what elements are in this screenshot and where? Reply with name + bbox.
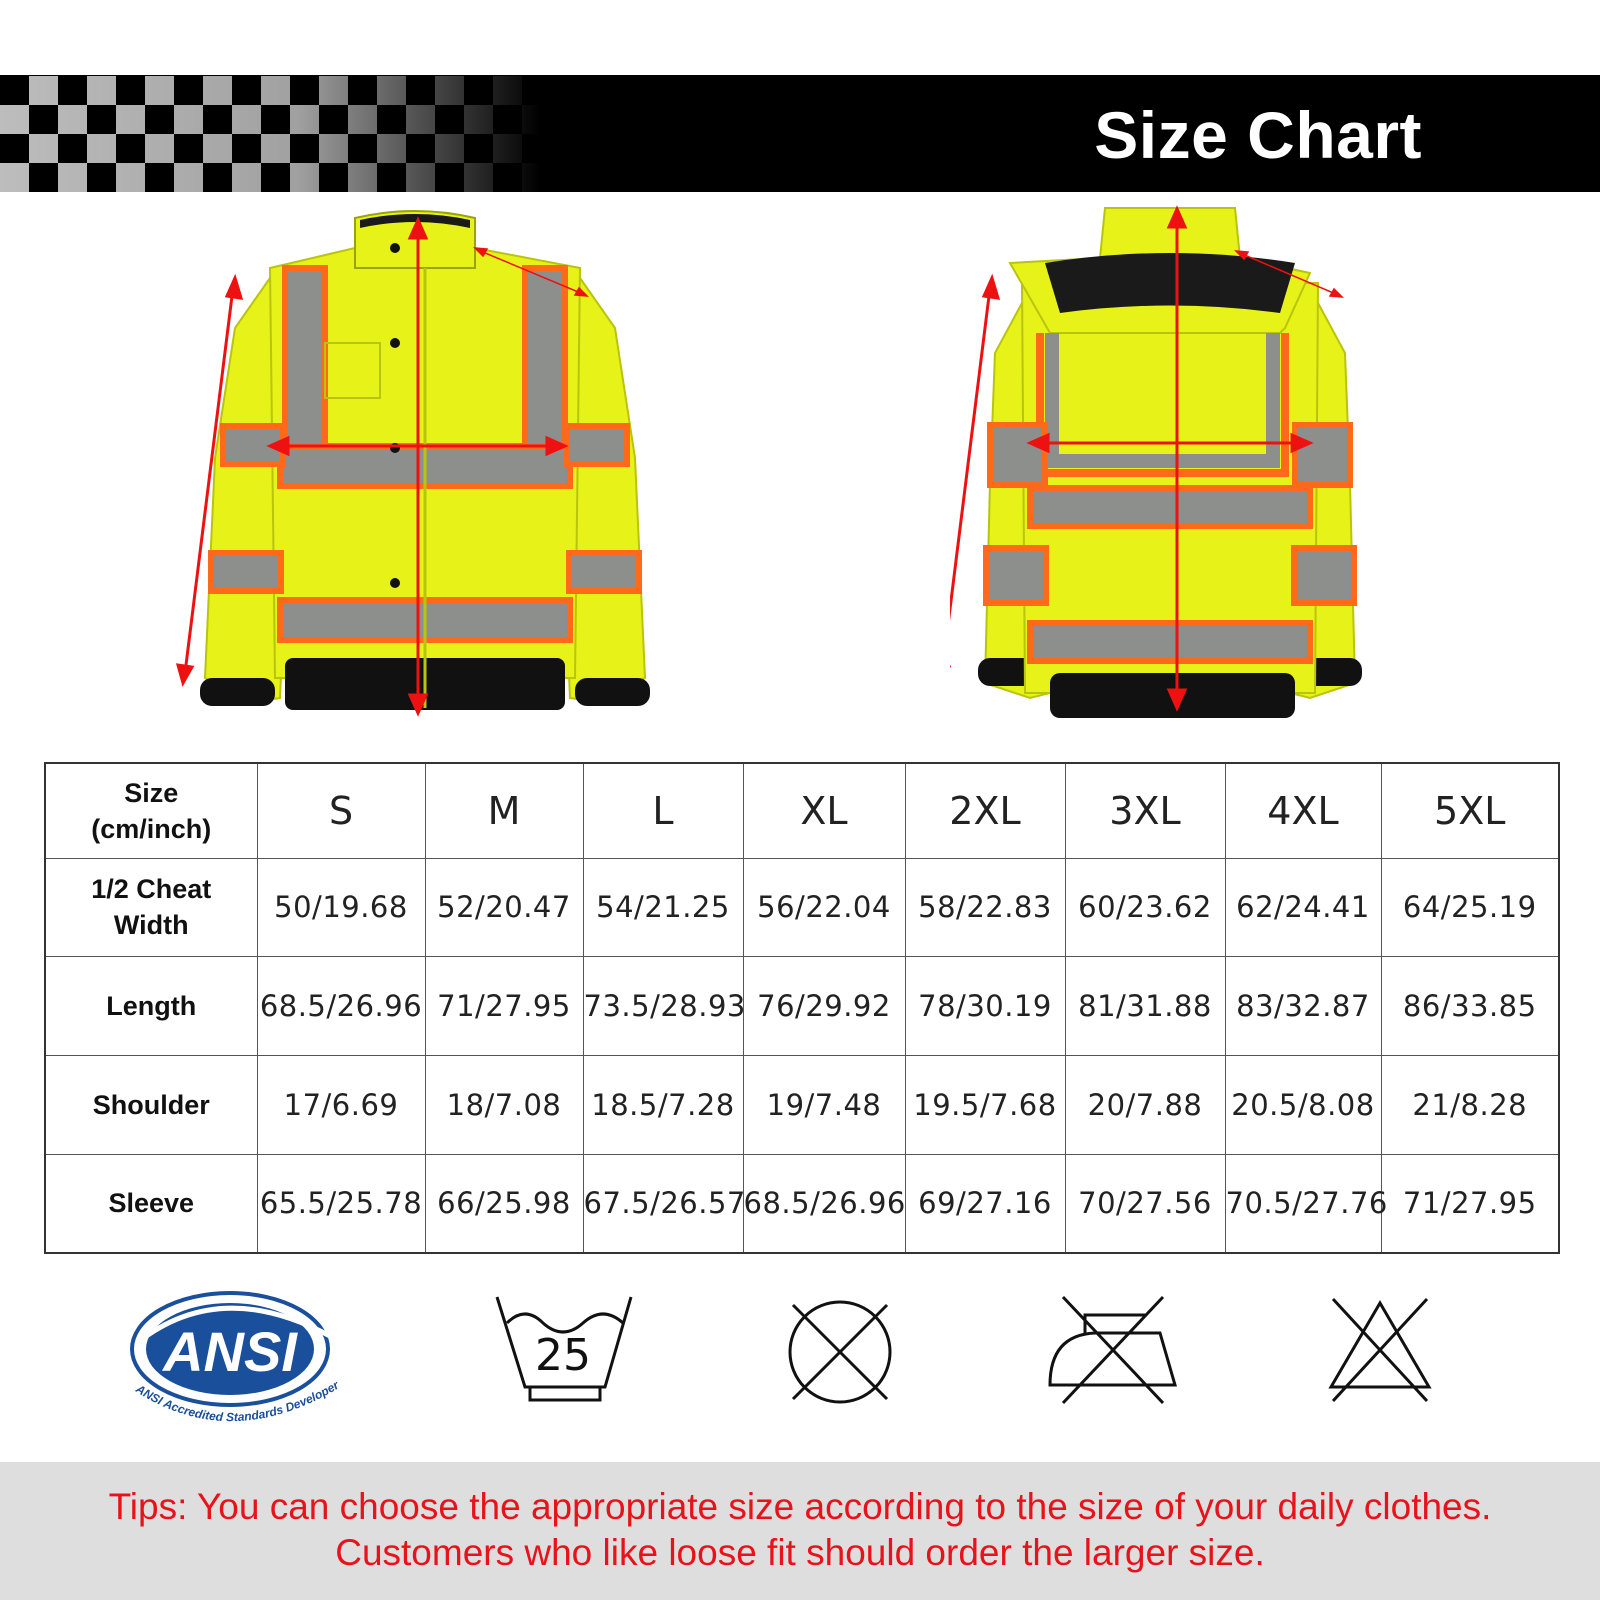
row-label-length: Length [45, 956, 257, 1055]
row-label-half-chest-width [45, 858, 257, 956]
table-cell: 68.5/26.96 [743, 1154, 905, 1253]
table-row [45, 858, 1559, 956]
table-cell: 20/7.88 [1065, 1055, 1225, 1154]
table-cell: 18.5/7.28 [583, 1055, 743, 1154]
corner-label-line1: Size [124, 777, 179, 808]
table-cell: 71/27.95 [1381, 1154, 1559, 1253]
do-not-iron-icon [1045, 1295, 1185, 1405]
page-title: Size Chart [1094, 98, 1422, 172]
table-cell: 76/29.92 [743, 956, 905, 1055]
table-cell: 19.5/7.68 [905, 1055, 1065, 1154]
table-cell: 20.5/8.08 [1225, 1055, 1381, 1154]
size-header-3xl: 3XL [1065, 763, 1225, 858]
table-cell: 17/6.69 [257, 1055, 425, 1154]
table-cell: 71/27.95 [425, 956, 583, 1055]
row-label-line1: 1/2 Cheat [91, 874, 212, 904]
table-header-row [45, 763, 1559, 858]
do-not-bleach-icon [1325, 1295, 1435, 1405]
corner-header-cell [45, 763, 257, 858]
tips-banner [0, 1462, 1600, 1600]
size-header-2xl: 2XL [905, 763, 1065, 858]
table-cell: 60/23.62 [1065, 858, 1225, 956]
table-cell: 62/24.41 [1225, 858, 1381, 956]
size-header-5xl: 5XL [1381, 763, 1559, 858]
table-row [45, 1154, 1559, 1253]
do-not-tumble-dry-icon [785, 1297, 895, 1407]
table-cell: 86/33.85 [1381, 956, 1559, 1055]
table-cell: 70.5/27.76 [1225, 1154, 1381, 1253]
table-cell: 83/32.87 [1225, 956, 1381, 1055]
tips-line1: Tips: You can choose the appropriate size according to the size of your daily clothes. [108, 1486, 1492, 1527]
table-cell: 52/20.47 [425, 858, 583, 956]
table-cell: 65.5/25.78 [257, 1154, 425, 1253]
table-cell: 21/8.28 [1381, 1055, 1559, 1154]
table-cell: 19/7.48 [743, 1055, 905, 1154]
jacket-back-illustration [950, 203, 1390, 733]
wash-temp-label: 25 [535, 1330, 591, 1381]
table-cell: 58/22.83 [905, 858, 1065, 956]
checkered-pattern [0, 75, 540, 192]
jacket-front-illustration [175, 208, 675, 728]
table-cell: 78/30.19 [905, 956, 1065, 1055]
care-icons-row [0, 1285, 1600, 1435]
size-header-l: L [583, 763, 743, 858]
table-cell: 67.5/26.57 [583, 1154, 743, 1253]
table-row [45, 956, 1559, 1055]
table-cell: 18/7.08 [425, 1055, 583, 1154]
table-cell: 73.5/28.93 [583, 956, 743, 1055]
table-cell: 50/19.68 [257, 858, 425, 956]
header-banner [0, 75, 1600, 192]
table-row [45, 1055, 1559, 1154]
ansi-logo-text: ANSI [163, 1320, 297, 1383]
size-header-s: S [257, 763, 425, 858]
ansi-logo-icon [125, 1291, 355, 1441]
size-header-xl: XL [743, 763, 905, 858]
tips-line2: Customers who like loose fit should order the larger size. [335, 1532, 1265, 1573]
size-header-m: M [425, 763, 583, 858]
wash-25-icon [495, 1295, 635, 1405]
table-cell: 56/22.04 [743, 858, 905, 956]
table-cell: 70/27.56 [1065, 1154, 1225, 1253]
size-header-4xl: 4XL [1225, 763, 1381, 858]
row-label-shoulder: Shoulder [45, 1055, 257, 1154]
table-cell: 54/21.25 [583, 858, 743, 956]
table-cell: 66/25.98 [425, 1154, 583, 1253]
table-cell: 81/31.88 [1065, 956, 1225, 1055]
row-label-line2: Width [113, 910, 189, 940]
size-chart-table [44, 762, 1560, 1254]
table-cell: 69/27.16 [905, 1154, 1065, 1253]
table-cell: 68.5/26.96 [257, 956, 425, 1055]
row-label-sleeve: Sleeve [45, 1154, 257, 1253]
ansi-logo-subtext: ANSI Accredited Standards Developer [133, 1377, 342, 1425]
table-cell: 64/25.19 [1381, 858, 1559, 956]
corner-label-line2: (cm/inch) [91, 813, 212, 844]
